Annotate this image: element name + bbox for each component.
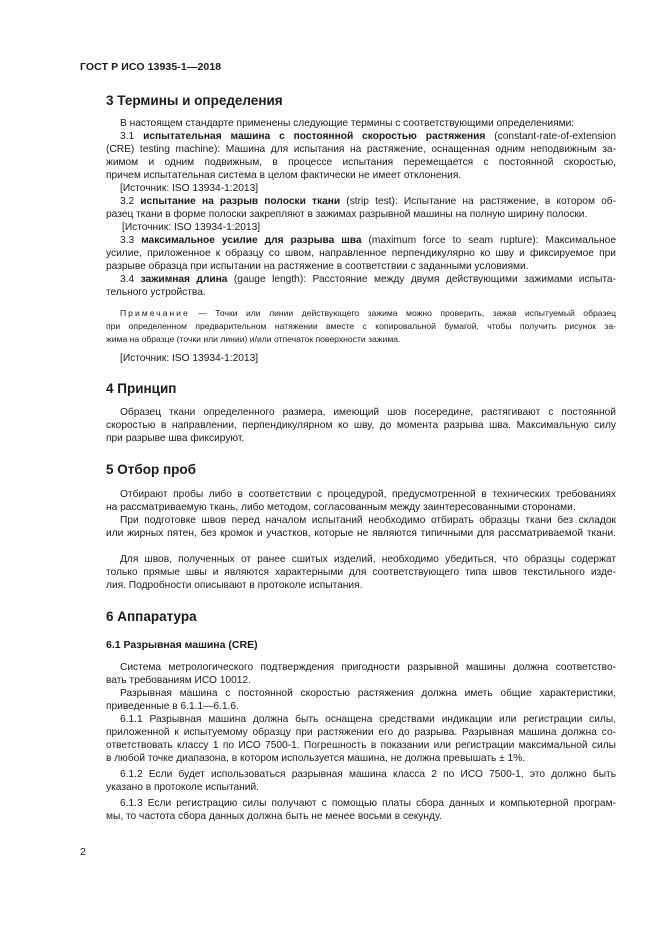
note-line-3: жима на образце (точки или линии) и/или отпечаток поверхности зажима. bbox=[106, 334, 401, 344]
term-3-3-line-1: 3.3 максимальное усилие для разрыва шва (maximum force to seam rupture): Максимальное bbox=[120, 235, 616, 246]
term-3-4-line-1: 3.4 зажимная длина (gauge length): Расстояние между двумя действующими зажимами испыта- bbox=[120, 274, 616, 285]
term-3-1-source: [Источник: ISO 13934-1:2013] bbox=[120, 183, 259, 194]
s5-p1-line-1: Отбирают пробы либо в соответствии с процедурой, предусмотренной в технических требованиях bbox=[120, 489, 616, 500]
s6-p4-line-2: указано в протоколе испытаний. bbox=[106, 782, 260, 793]
s6-p1-line-2: вать требованиям ИСО 10012. bbox=[106, 675, 251, 686]
s5-p3-line-1: Для швов, полученных от ранее сшитых изделий, необходимо убедиться, что образцы содержат bbox=[120, 554, 616, 565]
s6-p1-line-1: Система метрологического подтверждения пригодности разрывной машины должна соответство- bbox=[120, 662, 616, 673]
term-3-1-line-4: причем испытательная система в целом фактически не имеет отклонения. bbox=[106, 170, 462, 181]
term-3-4-line-2: тельного устройства. bbox=[106, 287, 206, 298]
section-3-heading: 3 Термины и определения bbox=[106, 93, 283, 108]
section-6-1-heading: 6.1 Разрывная машина (CRE) bbox=[106, 639, 258, 651]
section-4-heading: 4 Принцип bbox=[106, 381, 177, 396]
note-line-1: Примечание — Точки или линии действующего зажима можно проверить, зажав испытуемый образец bbox=[120, 308, 616, 318]
s4-line-3: при разрыве шва фиксируют. bbox=[106, 433, 245, 444]
term-3-2-line-1: 3.2 испытание на разрыв полоски ткани (strip test): Испытание на растяжение, в котором об- bbox=[120, 196, 617, 207]
s6-p5-line-2: мы, то частота сбора данных должна быть не менее восьми в секунду. bbox=[106, 811, 442, 822]
term-3-3-line-3: разрыве образца при испытании на растяжение в соответствии с заданными условиями. bbox=[106, 261, 529, 272]
term-3-3-line-2: усилие, приложенное к образцу со швом, направленное перпендикулярно ко шву и фиксируемое при bbox=[106, 248, 616, 259]
s5-p2-line-2: или жирных пятен, без кромок и участков, которые не являются типичными для рассматриваемой ткани. bbox=[106, 528, 616, 539]
s5-p1-line-2: на рассматриваемую ткань, либо методом, согласованным между заинтересованными сторонами. bbox=[106, 502, 576, 513]
section-5-heading: 5 Отбор проб bbox=[106, 462, 196, 477]
s6-p2-line-1: Разрывная машина с постоянной скоростью растяжения должна иметь общие характеристики, bbox=[120, 688, 616, 699]
s4-line-1: Образец ткани определенного размера, имеющий шов посередине, растягивают с постоянной bbox=[120, 407, 616, 418]
s5-p3-line-3: лия. Подробности описывают в протоколе испытания. bbox=[106, 580, 363, 591]
section-6-heading: 6 Аппаратура bbox=[106, 609, 197, 624]
term-3-1-line-1: 3.1 испытательная машина с постоянной скоростью растяжения (constant-rate-of-extension bbox=[120, 131, 617, 142]
term-3-2-source: [Источник: ISO 13934-1:2013] bbox=[122, 222, 261, 233]
term-3-4-source: [Источник: ISO 13934-1:2013] bbox=[120, 353, 259, 364]
s6-p3-line-1: 6.1.1 Разрывная машина должна быть оснащена средствами индикации или регистрации силы, bbox=[120, 714, 616, 725]
note-line-2: при определенном предварительном натяжении вместе с копировальной бумагой, чтобы получить рисунок за- bbox=[106, 321, 616, 331]
s6-p4-line-1: 6.1.2 Если будет использоваться разрывная машина класса 2 по ИСО 7500-1, это должно быть bbox=[120, 769, 616, 780]
s4-line-2: скоростью в направлении, перпендикулярном ко шву, до момента разрыва шва. Максимальную силу bbox=[106, 420, 616, 431]
term-3-1-line-2: (CRE) testing machine): Машина для испытания на растяжение, оснащенная одним неподвижным за- bbox=[106, 144, 616, 155]
s6-p3-line-3: ответствовать классу 1 по ИСО 7500-1. Погрешность в показании или регистрации максимальной силы bbox=[106, 740, 616, 751]
s5-p3-line-2: только прямые швы и являются характерными для соответствующего типа швов текстильного изде- bbox=[106, 567, 616, 578]
s3-intro: В настоящем стандарте применены следующие термины с соответствующими определениями: bbox=[120, 118, 575, 129]
s5-p2-line-1: При подготовке швов перед началом испытаний необходимо отбирать образцы ткани без складок bbox=[120, 515, 616, 526]
page-number: 2 bbox=[80, 846, 86, 858]
term-3-2-line-2: разец ткани в форме полоски закрепляют в зажимах разрывной машины на полную ширину полоски. bbox=[106, 209, 588, 220]
s6-p5-line-1: 6.1.3 Если регистрацию силы получают с помощью платы сбора данных и компьютерной програм- bbox=[120, 798, 616, 809]
document-header: ГОСТ Р ИСО 13935-1—2018 bbox=[80, 61, 222, 73]
s6-p3-line-4: в любой точке диапазона, в котором используется машина, не должна превышать ± 1%. bbox=[106, 753, 526, 764]
s6-p2-line-2: приведенные в 6.1.1—6.1.6. bbox=[106, 701, 239, 712]
term-3-1-line-3: жимом и одним подвижным, в процессе испытания перемещается с постоянной скоростью, bbox=[106, 157, 616, 168]
s6-p3-line-2: приложенной к испытуемому образцу при растяжении его до разрыва. Разрывная машина должна со- bbox=[106, 727, 616, 738]
